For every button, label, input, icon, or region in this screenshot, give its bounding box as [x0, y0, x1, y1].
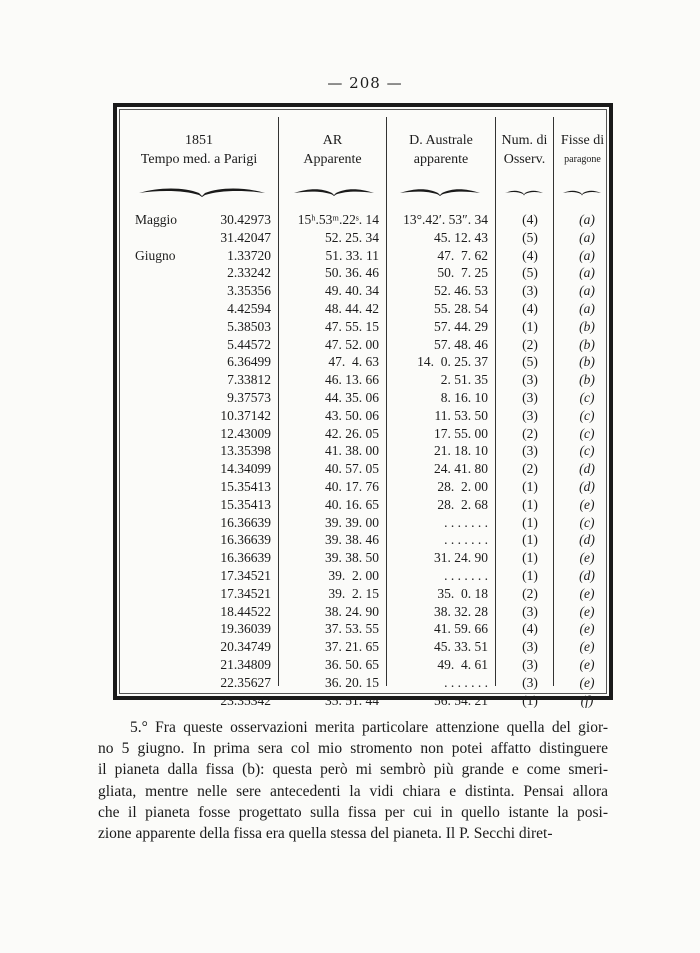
observations-count-cell: (3) — [522, 656, 538, 672]
paragraph-line: 5.° Fra queste osservazioni merita particolare attenzione quella del gior- — [130, 719, 608, 736]
time-cell: 21.34809 — [220, 656, 271, 672]
declination-cell: 24. 41. 80 — [434, 461, 488, 477]
table-row — [117, 300, 609, 318]
ar-cell: 44. 35. 06 — [325, 389, 379, 405]
comparison-star-cell: (c) — [579, 443, 595, 459]
declination-cell: . . . . . . . — [444, 532, 488, 548]
header-dec-line2: apparente — [413, 152, 469, 167]
table-row — [117, 674, 609, 692]
header-num-line1: Num. di — [501, 133, 548, 148]
declination-cell: 47. 7. 62 — [437, 247, 488, 263]
comparison-star-cell: (e) — [579, 550, 595, 566]
comparison-star-cell: (e) — [579, 674, 595, 690]
observations-count-cell: (1) — [522, 478, 538, 494]
ar-cell: 43. 50. 06 — [325, 407, 379, 423]
ar-cell: 37. 53. 55 — [325, 621, 379, 637]
comparison-star-cell: (e) — [579, 656, 595, 672]
declination-cell: . . . . . . . — [444, 514, 488, 530]
observations-count-cell: (1) — [522, 514, 538, 530]
declination-cell: 11. 53. 50 — [434, 407, 488, 423]
time-cell: 15.35413 — [220, 478, 271, 494]
declination-cell: 21. 18. 10 — [434, 443, 488, 459]
ar-cell: 46. 13. 66 — [325, 372, 379, 388]
comparison-star-cell: (b) — [579, 336, 595, 352]
declination-cell: 17. 55. 00 — [434, 425, 488, 441]
header-fix — [554, 131, 611, 169]
time-cell: 7.33812 — [227, 372, 271, 388]
paragraph-line: gliata, mentre nelle sere antecedenti la vidi chiara e distinta. Pensai allora — [98, 782, 608, 800]
table-row — [117, 531, 609, 549]
ar-cell: 37. 21. 65 — [325, 639, 379, 655]
time-cell: 17.34521 — [220, 585, 271, 601]
declination-cell: 31. 24. 90 — [434, 550, 488, 566]
observations-count-cell: (1) — [522, 496, 538, 512]
time-cell: 6.36499 — [227, 354, 271, 370]
table-row — [117, 567, 609, 585]
comparison-star-cell: (a) — [579, 247, 595, 263]
time-cell: 15.35413 — [220, 496, 271, 512]
time-cell: 31.42047 — [220, 229, 271, 245]
observations-count-cell: (5) — [522, 354, 538, 370]
flourish-ornament — [505, 185, 543, 197]
comparison-star-cell: (b) — [579, 372, 595, 388]
declination-cell: 52. 46. 53 — [434, 283, 488, 299]
table-row — [117, 229, 609, 247]
observations-count-cell: (1) — [522, 550, 538, 566]
declination-cell: . . . . . . . — [444, 674, 488, 690]
time-cell: 12.43009 — [220, 425, 271, 441]
time-cell: 13.35398 — [220, 443, 271, 459]
comparison-star-cell: (c) — [579, 389, 595, 405]
observations-count-cell: (3) — [522, 407, 538, 423]
observations-count-cell: (4) — [522, 212, 538, 227]
time-cell: 10.37142 — [220, 407, 271, 423]
comparison-star-cell: (c) — [579, 514, 595, 530]
ar-cell: 39. 38. 50 — [325, 550, 379, 566]
paragraph-line: il pianeta dalla fissa (b): questa però mi sembrò più grande e come smeri- — [98, 761, 608, 779]
header-num-line2: Osserv. — [503, 152, 546, 167]
comparison-star-cell: (d) — [579, 567, 595, 583]
ar-cell: 15ʰ.53ᵐ.22ˢ. 14 — [297, 212, 379, 227]
ar-cell: 35. 51. 44 — [325, 692, 379, 708]
table-row — [117, 336, 609, 354]
table-row — [117, 585, 609, 603]
observations-count-cell: (1) — [522, 692, 538, 708]
comparison-star-cell: (a) — [579, 229, 595, 245]
month-cell: Giugno — [135, 247, 176, 263]
ar-cell: 40. 17. 76 — [325, 478, 379, 494]
ar-cell: 40. 57. 05 — [325, 461, 379, 477]
table-row — [117, 692, 609, 710]
time-cell: 9.37573 — [227, 389, 271, 405]
declination-cell: 45. 12. 43 — [434, 229, 488, 245]
header-ar — [279, 131, 386, 169]
table-row — [117, 425, 609, 443]
table-row — [117, 264, 609, 282]
flourish-ornament — [294, 185, 374, 197]
time-cell: 23.35342 — [220, 692, 271, 708]
table-row — [117, 603, 609, 621]
flourish-ornament — [563, 185, 601, 197]
paragraph-line: no 5 giugno. In prima sera col mio stromento non potei affatto distinguere — [98, 740, 608, 758]
declination-cell: 8. 16. 10 — [440, 389, 488, 405]
ar-cell: 48. 44. 42 — [325, 300, 379, 316]
declination-cell: 45. 33. 51 — [434, 639, 488, 655]
declination-cell: 13°.42′. 53″. 34 — [403, 212, 488, 227]
ar-cell: 42. 26. 05 — [325, 425, 379, 441]
comparison-star-cell: (a) — [579, 265, 595, 281]
ar-cell: 40. 16. 65 — [325, 496, 379, 512]
declination-cell: 38. 32. 28 — [434, 603, 488, 619]
comparison-star-cell: (d) — [579, 478, 595, 494]
comparison-star-cell: (b) — [579, 354, 595, 370]
declination-cell: 41. 59. 66 — [434, 621, 488, 637]
observations-count-cell: (1) — [522, 318, 538, 334]
time-cell: 3.35356 — [227, 283, 271, 299]
header-dec — [387, 131, 495, 169]
body-paragraph — [98, 717, 608, 844]
table-row — [117, 478, 609, 496]
observations-count-cell: (3) — [522, 283, 538, 299]
declination-cell: 50. 7. 25 — [437, 265, 488, 281]
table-row — [117, 353, 609, 371]
observations-table — [113, 103, 613, 708]
observations-count-cell: (3) — [522, 389, 538, 405]
declination-cell: 56. 54. 21 — [434, 692, 488, 708]
ar-cell: 52. 25. 34 — [325, 229, 379, 245]
paragraph-line: che il pianeta fosse progettato sulla fissa per cui in quello istante la posi- — [98, 803, 608, 821]
table-row — [117, 496, 609, 514]
observations-count-cell: (3) — [522, 603, 538, 619]
table-row — [117, 407, 609, 425]
ar-cell: 38. 24. 90 — [325, 603, 379, 619]
ar-cell: 36. 50. 65 — [325, 656, 379, 672]
time-cell: 1.33720 — [227, 247, 271, 263]
header-time-year: 1851 — [185, 133, 213, 148]
time-cell: 22.35627 — [220, 674, 271, 690]
table-row — [117, 211, 609, 229]
table-row — [117, 514, 609, 532]
declination-cell: 28. 2. 00 — [437, 478, 488, 494]
comparison-star-cell: (e) — [579, 585, 595, 601]
time-cell: 5.44572 — [227, 336, 271, 352]
observations-count-cell: (3) — [522, 639, 538, 655]
time-cell: 19.36039 — [220, 621, 271, 637]
observations-count-cell: (2) — [522, 425, 538, 441]
table-row — [117, 656, 609, 674]
table-row — [117, 620, 609, 638]
time-cell: 16.36639 — [220, 550, 271, 566]
time-cell: 16.36639 — [220, 514, 271, 530]
time-cell: 14.34099 — [220, 461, 271, 477]
observations-count-cell: (4) — [522, 621, 538, 637]
observations-count-cell: (2) — [522, 336, 538, 352]
observations-count-cell: (1) — [522, 567, 538, 583]
comparison-star-cell: (e) — [579, 603, 595, 619]
comparison-star-cell: (c) — [579, 407, 595, 423]
table-row — [117, 247, 609, 265]
observations-count-cell: (1) — [522, 532, 538, 548]
header-time — [119, 131, 279, 169]
ar-cell: 39. 2. 00 — [328, 567, 379, 583]
flourish-ornament — [139, 185, 265, 197]
header-time-label: Tempo med. a Parigi — [140, 152, 258, 167]
declination-cell: 14. 0. 25. 37 — [417, 354, 488, 370]
header-ar-line1: AR — [322, 133, 343, 148]
ar-cell: 39. 39. 00 — [325, 514, 379, 530]
time-cell: 17.34521 — [220, 567, 271, 583]
paragraph-line: zione apparente della fissa era quella stessa del pianeta. Il P. Secchi diret- — [98, 825, 553, 843]
observations-count-cell: (3) — [522, 372, 538, 388]
header-num — [496, 131, 553, 169]
comparison-star-cell: (e) — [579, 496, 595, 512]
comparison-star-cell: (d) — [579, 532, 595, 548]
ar-cell: 51. 33. 11 — [325, 247, 379, 263]
time-cell: 20.34749 — [220, 639, 271, 655]
comparison-star-cell: (e) — [579, 639, 595, 655]
time-cell: 18.44522 — [220, 603, 271, 619]
declination-cell: 28. 2. 68 — [437, 496, 488, 512]
time-cell: 4.42594 — [227, 300, 271, 316]
table-body — [117, 211, 609, 709]
comparison-star-cell: (e) — [579, 621, 595, 637]
table-row — [117, 638, 609, 656]
table-row — [117, 282, 609, 300]
comparison-star-cell: (a) — [579, 212, 595, 227]
ar-cell: 39. 2. 15 — [328, 585, 379, 601]
declination-cell: . . . . . . . — [444, 567, 488, 583]
table-row — [117, 442, 609, 460]
ar-cell: 49. 40. 34 — [325, 283, 379, 299]
page-number: — 208 — — [327, 74, 403, 92]
observations-count-cell: (5) — [522, 229, 538, 245]
flourish-ornament — [400, 185, 480, 197]
comparison-star-cell: (d) — [579, 461, 595, 477]
declination-cell: 49. 4. 61 — [437, 656, 488, 672]
ar-cell: 39. 38. 46 — [325, 532, 379, 548]
header-dec-line1: D. Australe — [409, 133, 473, 148]
header-fix-line2: paragone — [564, 154, 601, 165]
observations-count-cell: (2) — [522, 585, 538, 601]
observations-count-cell: (4) — [522, 247, 538, 263]
ar-cell: 47. 4. 63 — [328, 354, 379, 370]
declination-cell: 2. 51. 35 — [440, 372, 488, 388]
table-row — [117, 549, 609, 567]
time-cell: 16.36639 — [220, 532, 271, 548]
month-cell: Maggio — [135, 212, 177, 227]
comparison-star-cell: (b) — [579, 318, 595, 334]
comparison-star-cell: (a) — [579, 300, 595, 316]
observations-count-cell: (3) — [522, 443, 538, 459]
comparison-star-cell: (c) — [579, 425, 595, 441]
observations-count-cell: (3) — [522, 674, 538, 690]
declination-cell: 57. 48. 46 — [434, 336, 488, 352]
observations-count-cell: (2) — [522, 461, 538, 477]
ar-cell: 36. 20. 15 — [325, 674, 379, 690]
observations-count-cell: (5) — [522, 265, 538, 281]
declination-cell: 55. 28. 54 — [434, 300, 488, 316]
ar-cell: 41. 38. 00 — [325, 443, 379, 459]
time-cell: 2.33242 — [227, 265, 271, 281]
table-row — [117, 389, 609, 407]
time-cell: 5.38503 — [227, 318, 271, 334]
header-fix-line1: Fisse di — [560, 133, 605, 148]
observations-count-cell: (4) — [522, 300, 538, 316]
time-cell: 30.42973 — [220, 212, 271, 227]
comparison-star-cell: (a) — [579, 283, 595, 299]
ar-cell: 47. 55. 15 — [325, 318, 379, 334]
table-row — [117, 371, 609, 389]
comparison-star-cell: (f) — [580, 692, 594, 708]
ar-cell: 47. 52. 00 — [325, 336, 379, 352]
declination-cell: 57. 44. 29 — [434, 318, 488, 334]
table-row — [117, 460, 609, 478]
ar-cell: 50. 36. 46 — [325, 265, 379, 281]
header-ar-line2: Apparente — [303, 152, 362, 167]
declination-cell: 35. 0. 18 — [437, 585, 488, 601]
table-row — [117, 318, 609, 336]
